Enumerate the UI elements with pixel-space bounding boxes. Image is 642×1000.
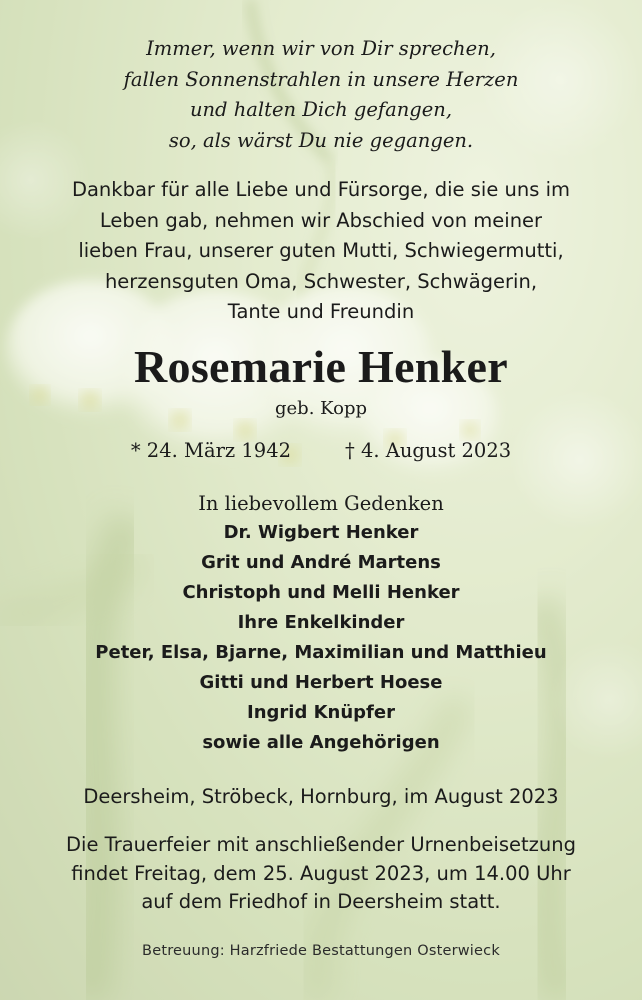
farewell-text [0, 175, 642, 328]
memorial-poem [0, 34, 642, 156]
mourner-name: Christoph und Melli Henker [182, 582, 460, 603]
mourners-list [0, 518, 642, 758]
mourner-name: Ingrid Knüpfer [247, 702, 395, 723]
place-and-date: Deersheim, Ströbeck, Hornburg, im August 2023 [83, 785, 559, 808]
farewell-line: Dankbar für alle Liebe und Fürsorge, die sie uns im [71, 178, 571, 201]
farewell-line: lieben Frau, unserer guten Mutti, Schwiegermutti, [78, 239, 564, 262]
funeral-home-credit: Betreuung: Harzfriede Bestattungen Osterwieck [142, 943, 500, 959]
poem-line: und halten Dich gefangen, [189, 98, 453, 121]
poem-line: fallen Sonnenstrahlen in unsere Herzen [123, 67, 519, 91]
birth-name: geb. Kopp [275, 398, 367, 419]
mourner-name: Grit und André Martens [201, 552, 441, 573]
mourners-intro: In liebevollem Gedenken [198, 492, 444, 515]
farewell-line: herzensguten Oma, Schwester, Schwägerin, [104, 269, 538, 293]
mourner-name: Ihre Enkelkinder [237, 612, 405, 633]
birth-date: * 24. März 1942 [130, 439, 292, 462]
mourner-name: sowie alle Angehörigen [202, 732, 440, 753]
service-line: Die Trauerfeier mit anschließender Urnenbeisetzung [66, 833, 576, 856]
funeral-service-info [0, 831, 642, 917]
mourner-name: Peter, Elsa, Bjarne, Maximilian und Matthieu [95, 642, 547, 663]
death-date: † 4. August 2023 [345, 439, 512, 462]
farewell-line: Tante und Freundin [227, 300, 415, 323]
mourner-name: Gitti und Herbert Hoese [199, 672, 443, 693]
poem-line: so, als wärst Du nie gegangen. [168, 128, 474, 152]
poem-line: Immer, wenn wir von Dir sprechen, [146, 37, 496, 60]
farewell-line: Leben gab, nehmen wir Abschied von meiner [99, 208, 543, 232]
service-line: auf dem Friedhof in Deersheim statt. [141, 890, 501, 913]
mourner-name: Dr. Wigbert Henker [223, 522, 419, 543]
deceased-name: Rosemarie Henker [134, 341, 508, 392]
service-line: findet Freitag, dem 25. August 2023, um 14.00 Uhr [71, 861, 571, 885]
life-dates [0, 437, 642, 465]
